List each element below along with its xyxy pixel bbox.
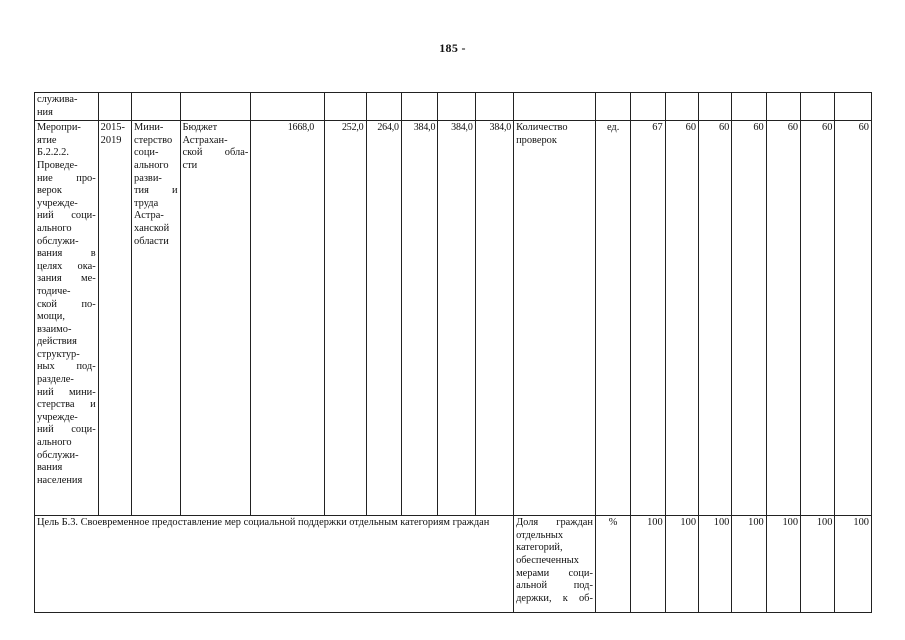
empty-cell <box>325 93 366 121</box>
goal-value-cell: 100 <box>835 516 872 613</box>
funding-source-cell: Бюджет Астрахан- ской обла- сти <box>180 121 251 516</box>
empty-cell <box>732 93 766 121</box>
activity-row <box>35 121 872 516</box>
empty-cell <box>665 93 698 121</box>
empty-cell <box>475 93 513 121</box>
goal-value-cell: 100 <box>699 516 732 613</box>
goal-indicator-cell: Доля граждан отдельных категорий, обеспеченных мерами соци- альной под- держки, к об- <box>514 516 596 613</box>
executor-cell: Мини- стерство соци- ального разви- тия и труда Астра- ханской области <box>132 121 181 516</box>
value-cell: 60 <box>801 121 835 516</box>
empty-cell <box>251 93 325 121</box>
continuation-row <box>35 93 872 121</box>
funding-2015-cell: 252,0 <box>325 121 366 516</box>
activity-name-cell: Меропри- ятие Б.2.2.2. Проведе- ние про- верок учрежде- ний соци- ального обслужи- вания в целях ока- зания ме- тодиче- ской по- мощи, взаимо- действия структур- ных под- разделе- ний мини- стерства и учрежде- ний соци- ального обслужи- вания населения <box>35 121 99 516</box>
funding-2016-cell: 264,0 <box>366 121 401 516</box>
goal-value-cell: 100 <box>631 516 665 613</box>
activity-tail-cell: служива- ния <box>35 93 99 121</box>
empty-cell <box>98 93 131 121</box>
value-cell: 60 <box>766 121 800 516</box>
unit-cell: ед. <box>595 121 630 516</box>
empty-cell <box>366 93 401 121</box>
goal-value-cell: 100 <box>801 516 835 613</box>
program-table <box>34 92 872 613</box>
indicator-cell: Количество проверок <box>514 121 596 516</box>
empty-cell <box>401 93 437 121</box>
empty-cell <box>699 93 732 121</box>
empty-cell <box>631 93 665 121</box>
value-cell: 60 <box>835 121 872 516</box>
empty-cell <box>132 93 181 121</box>
goal-value-cell: 100 <box>665 516 698 613</box>
value-cell: 60 <box>665 121 698 516</box>
empty-cell <box>438 93 475 121</box>
goal-text-cell: Цель Б.3. Своевременное предоставление мер социальной поддержки отдельным категориям граждан <box>35 516 514 613</box>
empty-cell <box>180 93 251 121</box>
funding-2017-cell: 384,0 <box>401 121 437 516</box>
value-cell: 60 <box>732 121 766 516</box>
page-number: 185 - <box>439 41 466 55</box>
goal-value-cell: 100 <box>766 516 800 613</box>
value-cell: 67 <box>631 121 665 516</box>
goal-unit-cell: % <box>595 516 630 613</box>
empty-cell <box>766 93 800 121</box>
funding-2019-cell: 384,0 <box>475 121 513 516</box>
empty-cell <box>835 93 872 121</box>
value-cell: 60 <box>699 121 732 516</box>
empty-cell <box>514 93 596 121</box>
goal-value-cell: 100 <box>732 516 766 613</box>
goal-row <box>35 516 872 613</box>
funding-total-cell: 1668,0 <box>251 121 325 516</box>
empty-cell <box>801 93 835 121</box>
empty-cell <box>595 93 630 121</box>
period-cell: 2015- 2019 <box>98 121 131 516</box>
funding-2018-cell: 384,0 <box>438 121 475 516</box>
